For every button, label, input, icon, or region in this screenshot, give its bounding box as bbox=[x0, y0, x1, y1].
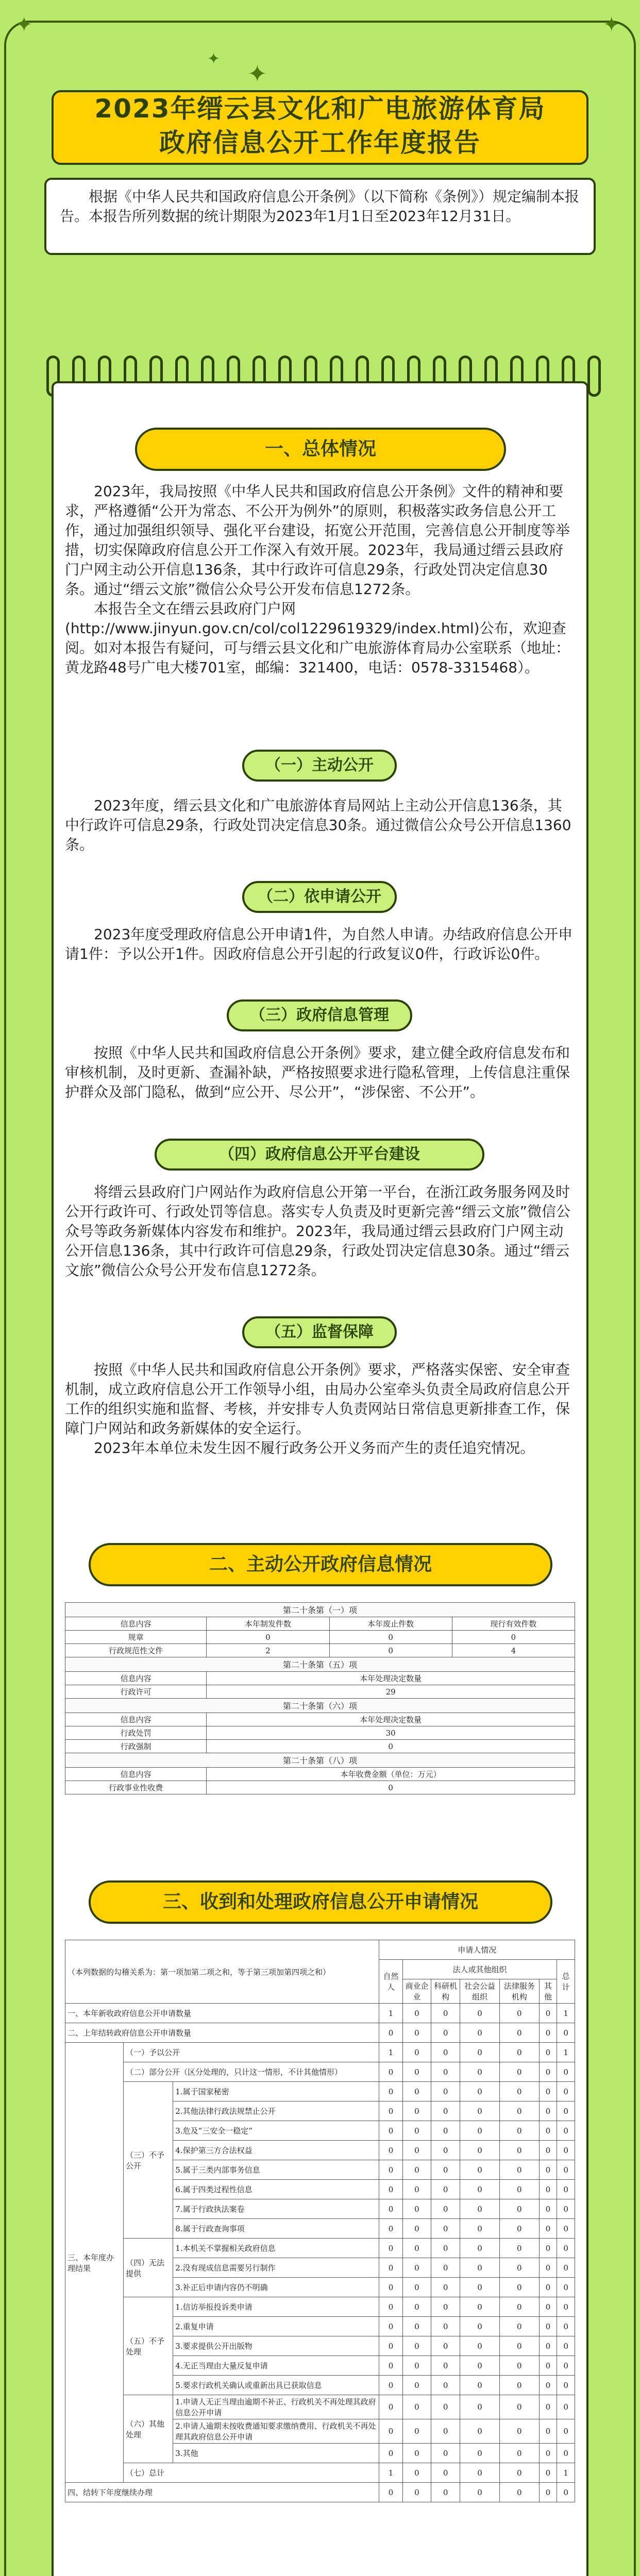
proactive-disclosure-table bbox=[65, 1602, 575, 1794]
table-cell: 0 bbox=[460, 2219, 500, 2239]
section-1-body bbox=[65, 482, 575, 677]
table-cell: 0 bbox=[431, 2004, 460, 2023]
table-cell: 0 bbox=[557, 2219, 575, 2239]
table-cell: 0 bbox=[460, 2160, 500, 2180]
table-group-label: （六）其他处理 bbox=[124, 2395, 173, 2463]
table-cell: 0 bbox=[460, 2023, 500, 2043]
table-cell: 1 bbox=[557, 2004, 575, 2023]
table-cell: 0 bbox=[557, 2356, 575, 2376]
table-cell: 0 bbox=[379, 2297, 402, 2317]
table-row bbox=[65, 2004, 575, 2023]
table-cell: 0 bbox=[379, 2483, 402, 2502]
table-cell: 0 bbox=[379, 2023, 402, 2043]
table-cell: 2 bbox=[207, 1644, 329, 1657]
table-cell: 0 bbox=[557, 2180, 575, 2199]
table-cell: 0 bbox=[402, 2258, 431, 2278]
table-cell: 0 bbox=[460, 2463, 500, 2483]
table-cell: 0 bbox=[460, 2199, 500, 2219]
sparkle-icon: ✦ bbox=[15, 13, 33, 37]
table-cell: 2.其他法律行政法规禁止公开 bbox=[173, 2102, 379, 2121]
table-cell: 0 bbox=[557, 2239, 575, 2258]
table-cell: 0 bbox=[499, 2395, 539, 2419]
table-row bbox=[65, 2239, 575, 2258]
table-cell: 0 bbox=[402, 2278, 431, 2297]
table-cell: 0 bbox=[431, 2278, 460, 2297]
table-row bbox=[65, 2023, 575, 2043]
table-cell: 0 bbox=[402, 2376, 431, 2395]
table-cell: 0 bbox=[431, 2336, 460, 2356]
table-cell: 0 bbox=[460, 2043, 500, 2062]
table-header: 信息内容 bbox=[65, 1713, 207, 1726]
table-row bbox=[65, 2297, 575, 2317]
page-title bbox=[72, 92, 568, 160]
table-header: 本年制发件数 bbox=[207, 1617, 329, 1631]
table-cell: 0 bbox=[539, 2356, 557, 2376]
table-cell: 0 bbox=[539, 2239, 557, 2258]
table-cell: 行政规范性文件 bbox=[65, 1644, 207, 1657]
table-cell: 四、结转下年度继续办理 bbox=[65, 2483, 379, 2502]
table-cell: 0 bbox=[329, 1631, 452, 1644]
sparkle-icon: ✦ bbox=[207, 50, 221, 68]
table-header: 总计 bbox=[557, 1960, 575, 2004]
table-cell: 0 bbox=[499, 2258, 539, 2278]
sub-1-body bbox=[65, 796, 575, 855]
table-cell: 3.其他 bbox=[173, 2444, 379, 2463]
paragraph: 本报告全文在缙云县政府门户网(http://www.jinyun.gov.cn/col/col1229619329/index.html)公布，欢迎查阅。如对本报告有疑问，可与缙云县文化和广电旅游体育局办公室联系（地址：黄龙路48号广电大楼701室，邮编：321400，电话：0578-3315468）。 bbox=[65, 600, 570, 676]
table-cell: 0 bbox=[379, 2376, 402, 2395]
table-cell: 0 bbox=[557, 2419, 575, 2444]
table-cell: 4.保护第三方合法权益 bbox=[173, 2141, 379, 2160]
table-cell: 0 bbox=[539, 2376, 557, 2395]
table-cell: 0 bbox=[460, 2121, 500, 2141]
table-cell: 0 bbox=[379, 2395, 402, 2419]
table-row bbox=[65, 1781, 575, 1794]
table-cell: 0 bbox=[499, 2082, 539, 2102]
table-cell: 0 bbox=[207, 1781, 575, 1794]
table-cell: 0 bbox=[431, 2419, 460, 2444]
table-cell: 0 bbox=[452, 1631, 575, 1644]
table-cell: 0 bbox=[460, 2297, 500, 2317]
table-cell: 0 bbox=[460, 2258, 500, 2278]
sub-5-body bbox=[65, 1360, 575, 1458]
table-cell: 0 bbox=[402, 2395, 431, 2419]
table-cell: 0 bbox=[402, 2102, 431, 2121]
table-cell: 0 bbox=[557, 2141, 575, 2160]
paragraph: 将缙云县政府门户网站作为政府信息公开第一平台，在浙江政务服务网及时公开行政许可、行政处罚等信息。落实专人负责及时更新完善“缙云文旅”微信公众号等政务新媒体内容发布和维护。2023年，我局通过缙云县政府门户网主动公开信息136条，其中行政许可信息29条，行政处罚决定信息30条。通过“缙云文旅”微信公众号公开发布信息1272条。 bbox=[65, 1183, 571, 1279]
table-cell: 0 bbox=[460, 2376, 500, 2395]
table-cell: 0 bbox=[539, 2199, 557, 2219]
table-cell: 0 bbox=[539, 2336, 557, 2356]
table-cell: 0 bbox=[539, 2278, 557, 2297]
table-group-label: （四）无法提供 bbox=[124, 2239, 173, 2297]
table-cell: 0 bbox=[431, 2121, 460, 2141]
table-group-label: 三、本年度办理结果 bbox=[65, 2043, 124, 2483]
sub-heading: （五）监督保障 bbox=[242, 1316, 397, 1348]
table-cell: （七）总计 bbox=[124, 2463, 379, 2483]
table-cell: 0 bbox=[499, 2278, 539, 2297]
table-cell: 4.无正当理由大量反复申请 bbox=[173, 2356, 379, 2376]
table-header: 本年收费金额（单位：万元） bbox=[207, 1768, 575, 1781]
table-cell: 0 bbox=[499, 2483, 539, 2502]
sub-3-body bbox=[65, 1043, 575, 1102]
sparkle-icon: ✦ bbox=[603, 13, 620, 37]
table-header: 科研机构 bbox=[431, 1979, 460, 2004]
table-cell: 30 bbox=[207, 1726, 575, 1740]
table-cell: 0 bbox=[431, 2023, 460, 2043]
table-cell: （二）部分公开（区分处理的，只计这一情形，不计其他情形） bbox=[124, 2062, 379, 2082]
paragraph: 2023年度，缙云县文化和广电旅游体育局网站上主动公开信息136条，其中行政许可信息29条，行政处罚决定信息30条。通过微信公众号公开信息1360条。 bbox=[65, 797, 571, 853]
table-cell: 0 bbox=[431, 2141, 460, 2160]
table-cell: 0 bbox=[402, 2336, 431, 2356]
table-cell: 0 bbox=[402, 2297, 431, 2317]
table-cell: 0 bbox=[431, 2062, 460, 2082]
table-cell: 0 bbox=[402, 2219, 431, 2239]
table-caption: 第二十条第（六）项 bbox=[65, 1699, 575, 1713]
table-cell: 0 bbox=[402, 2043, 431, 2062]
table-cell: 2.申请人逾期未按收费通知要求缴纳费用、行政机关不再处理其政府信息公开申请 bbox=[173, 2419, 379, 2444]
intro-box bbox=[44, 178, 596, 255]
paragraph: 2023年度受理政府信息公开申请1件，为自然人申请。办结政府信息公开申请1件：予以公开1件。因政府信息公开引起的行政复议0件，行政诉讼0件。 bbox=[65, 926, 573, 962]
table-cell: 1.属于国家秘密 bbox=[173, 2082, 379, 2102]
table-cell: 3.危及“三安全一稳定” bbox=[173, 2121, 379, 2141]
table-cell: 0 bbox=[402, 2419, 431, 2444]
table-cell: 0 bbox=[431, 2376, 460, 2395]
table-cell: （一）予以公开 bbox=[124, 2043, 379, 2062]
table-cell: 0 bbox=[402, 2180, 431, 2199]
table-cell: 0 bbox=[402, 2199, 431, 2219]
table-cell: 0 bbox=[499, 2356, 539, 2376]
table-cell: 0 bbox=[557, 2160, 575, 2180]
table-cell: 0 bbox=[539, 2121, 557, 2141]
table-cell: 8.属于行政查询事项 bbox=[173, 2219, 379, 2239]
table-cell: 0 bbox=[460, 2102, 500, 2121]
table-header: 信息内容 bbox=[65, 1617, 207, 1631]
table-row bbox=[65, 1685, 575, 1699]
table-cell: 0 bbox=[539, 2023, 557, 2043]
table-cell: 0 bbox=[402, 2317, 431, 2336]
table-cell: 0 bbox=[539, 2043, 557, 2062]
table-cell: 0 bbox=[379, 2180, 402, 2199]
section-heading: 三、收到和处理政府信息公开申请情况 bbox=[89, 1880, 552, 1924]
table-cell: 0 bbox=[207, 1631, 329, 1644]
table-cell: 0 bbox=[431, 2043, 460, 2062]
table-cell: 0 bbox=[379, 2278, 402, 2297]
table-cell: 0 bbox=[379, 2258, 402, 2278]
table-header: 信息内容 bbox=[65, 1672, 207, 1685]
table-cell: 0 bbox=[557, 2199, 575, 2219]
table-cell: 1 bbox=[557, 2043, 575, 2062]
table-cell: 0 bbox=[460, 2082, 500, 2102]
table-cell: 0 bbox=[207, 1740, 575, 1753]
sub-heading: （二）依申请公开 bbox=[242, 881, 397, 913]
table-cell: 0 bbox=[539, 2297, 557, 2317]
table-cell: 0 bbox=[402, 2444, 431, 2463]
table-cell: 0 bbox=[379, 2336, 402, 2356]
table-cell: 0 bbox=[460, 2356, 500, 2376]
table-cell: 0 bbox=[379, 2102, 402, 2121]
table-row bbox=[65, 2395, 575, 2419]
table-cell: 行政处罚 bbox=[65, 1726, 207, 1740]
table-cell: 0 bbox=[557, 2444, 575, 2463]
table-cell: 0 bbox=[431, 2160, 460, 2180]
table-cell: 0 bbox=[499, 2297, 539, 2317]
table-row bbox=[65, 2082, 575, 2102]
table-cell: 0 bbox=[379, 2219, 402, 2239]
table-cell: 0 bbox=[402, 2121, 431, 2141]
table-cell: 0 bbox=[431, 2102, 460, 2121]
table-cell: 0 bbox=[329, 1644, 452, 1657]
table-cell: 3.补正后申请内容仍不明确 bbox=[173, 2278, 379, 2297]
table-cell: 0 bbox=[431, 2258, 460, 2278]
table-cell: 0 bbox=[431, 2199, 460, 2219]
table-cell: 0 bbox=[431, 2317, 460, 2336]
table-corner-note: （本列数据的勾稽关系为：第一项加第二项之和，等于第三项加第四项之和） bbox=[65, 1940, 379, 2004]
table-cell: 0 bbox=[499, 2141, 539, 2160]
table-header: 本年处理决定数量 bbox=[207, 1672, 575, 1685]
intro-text: 根据《中华人民共和国政府信息公开条例》（以下简称《条例》）规定编制本报告。本报告所列数据的统计期限为2023年1月1日至2023年12月31日。 bbox=[60, 188, 580, 225]
table-cell: 0 bbox=[402, 2004, 431, 2023]
table-cell: 0 bbox=[557, 2102, 575, 2121]
table-cell: 4 bbox=[452, 1644, 575, 1657]
table-cell: 0 bbox=[402, 2141, 431, 2160]
table-cell: 0 bbox=[499, 2444, 539, 2463]
title-line-1: 2023年缙云县文化和广电旅游体育局 bbox=[94, 94, 546, 124]
table-header: 社会公益组织 bbox=[460, 1979, 500, 2004]
table-cell: 0 bbox=[431, 2463, 460, 2483]
table-cell: 0 bbox=[431, 2444, 460, 2463]
table-row bbox=[65, 2483, 575, 2502]
table-cell: 2.重复申请 bbox=[173, 2317, 379, 2336]
table-cell: 0 bbox=[499, 2376, 539, 2395]
table-cell: 0 bbox=[402, 2023, 431, 2043]
table-cell: 0 bbox=[557, 2062, 575, 2082]
table-cell: 0 bbox=[460, 2317, 500, 2336]
table-cell: 0 bbox=[557, 2082, 575, 2102]
table-cell: 0 bbox=[557, 2121, 575, 2141]
table-cell: 二、上年结转政府信息公开申请数量 bbox=[65, 2023, 379, 2043]
table-cell: 0 bbox=[557, 2483, 575, 2502]
table-caption: 第二十条第（八）项 bbox=[65, 1753, 575, 1768]
table-cell: 0 bbox=[402, 2463, 431, 2483]
binding-ring bbox=[587, 355, 601, 397]
table-cell: 0 bbox=[402, 2082, 431, 2102]
table-cell: 0 bbox=[539, 2082, 557, 2102]
title-line-2: 政府信息公开工作年度报告 bbox=[159, 128, 481, 158]
table-row bbox=[65, 2043, 575, 2062]
table-cell: 1 bbox=[557, 2463, 575, 2483]
table-cell: 0 bbox=[379, 2121, 402, 2141]
table-row bbox=[65, 2062, 575, 2082]
table-cell: 0 bbox=[557, 2336, 575, 2356]
table-cell: 0 bbox=[460, 2180, 500, 2199]
table-cell: 0 bbox=[499, 2317, 539, 2336]
table-cell: 0 bbox=[379, 2317, 402, 2336]
table-cell: 0 bbox=[460, 2239, 500, 2258]
sub-2-body bbox=[65, 925, 575, 964]
table-cell: 0 bbox=[539, 2219, 557, 2239]
table-cell: 0 bbox=[499, 2199, 539, 2219]
application-table bbox=[65, 1940, 575, 2502]
table-cell: 0 bbox=[539, 2004, 557, 2023]
section-heading: 一、总体情况 bbox=[135, 428, 506, 471]
table-cell: 0 bbox=[431, 2395, 460, 2419]
table-cell: 2.没有现成信息需要另行制作 bbox=[173, 2258, 379, 2278]
table-cell: 0 bbox=[539, 2395, 557, 2419]
table-cell: 1.本机关不掌握相关政府信息 bbox=[173, 2239, 379, 2258]
sub-heading: （四）政府信息公开平台建设 bbox=[155, 1139, 484, 1171]
paragraph: 2023年本单位未发生因不履行政务公开义务而产生的责任追究情况。 bbox=[94, 1439, 535, 1456]
table-cell: 0 bbox=[379, 2444, 402, 2463]
table-cell: 0 bbox=[379, 2199, 402, 2219]
table-cell: 0 bbox=[379, 2419, 402, 2444]
table-cell: 5.属于三类内部事务信息 bbox=[173, 2160, 379, 2180]
table-cell: 1.申请人无正当理由逾期不补正、行政机关不再处理其政府信息公开申请 bbox=[173, 2395, 379, 2419]
table-cell: 0 bbox=[557, 2317, 575, 2336]
table-cell: 0 bbox=[539, 2483, 557, 2502]
table-cell: 0 bbox=[499, 2336, 539, 2356]
table-cell: 5.要求行政机关确认或重新出具已获取信息 bbox=[173, 2376, 379, 2395]
table-cell: 0 bbox=[431, 2180, 460, 2199]
table-cell: 0 bbox=[539, 2180, 557, 2199]
table-cell: 0 bbox=[499, 2102, 539, 2121]
table-cell: 0 bbox=[499, 2180, 539, 2199]
table-group-label: （五）不予处理 bbox=[124, 2297, 173, 2395]
table-cell: 0 bbox=[557, 2278, 575, 2297]
table-cell: 一、本年新收政府信息公开申请数量 bbox=[65, 2004, 379, 2023]
table-cell: 1 bbox=[379, 2463, 402, 2483]
table-cell: 0 bbox=[431, 2082, 460, 2102]
table-row bbox=[65, 1740, 575, 1753]
table-cell: 0 bbox=[539, 2463, 557, 2483]
table-cell: 3.要求提供公开出版物 bbox=[173, 2336, 379, 2356]
table-cell: 0 bbox=[460, 2004, 500, 2023]
paragraph: 2023年，我局按照《中华人民共和国政府信息公开条例》文件的精神和要求，严格遵循“公开为常态、不公开为例外”的原则，积极落实政务信息公开工作，通过加强组织领导、强化平台建设，拓宽公开范围，完善信息公开制度等举措，切实保障政府信息公开工作深入有效开展。2023年，我局通过缙云县政府门户网主动公开信息136条，其中行政许可信息29条，行政处罚决定信息30条。通过“缙云文旅”微信公众号公开发布信息1272条。 bbox=[65, 483, 570, 598]
table-header: 商业企业 bbox=[402, 1979, 431, 2004]
table-header: 本年废止件数 bbox=[329, 1617, 452, 1631]
table-header: 自然人 bbox=[379, 1960, 402, 2004]
table-cell: 0 bbox=[539, 2419, 557, 2444]
table-cell: 0 bbox=[431, 2297, 460, 2317]
table-cell: 0 bbox=[557, 2023, 575, 2043]
table-cell: 29 bbox=[207, 1685, 575, 1699]
table-cell: 0 bbox=[460, 2444, 500, 2463]
table-cell: 0 bbox=[499, 2004, 539, 2023]
table-cell: 规章 bbox=[65, 1631, 207, 1644]
table-cell: 0 bbox=[460, 2062, 500, 2082]
sub-heading: （三）政府信息管理 bbox=[227, 999, 412, 1031]
table-cell: 1.信访举报投诉类申请 bbox=[173, 2297, 379, 2317]
table-cell: 0 bbox=[402, 2356, 431, 2376]
table-cell: 0 bbox=[460, 2483, 500, 2502]
table-header: 申请人情况 bbox=[379, 1940, 575, 1960]
table-cell: 0 bbox=[402, 2160, 431, 2180]
table-cell: 0 bbox=[499, 2419, 539, 2444]
table-row bbox=[65, 1726, 575, 1740]
table-cell: 0 bbox=[460, 2419, 500, 2444]
table-cell: 0 bbox=[499, 2463, 539, 2483]
table-header: 法人或其他组织 bbox=[402, 1960, 557, 1979]
table-caption: 第二十条第（五）项 bbox=[65, 1657, 575, 1672]
table-cell: 0 bbox=[379, 2239, 402, 2258]
table-cell: 0 bbox=[379, 2082, 402, 2102]
table-cell: 0 bbox=[431, 2219, 460, 2239]
table-header: 信息内容 bbox=[65, 1768, 207, 1781]
table-cell: 7.属于行政执法案卷 bbox=[173, 2199, 379, 2219]
table-group-label: （三）不予公开 bbox=[124, 2082, 173, 2239]
table-cell: 0 bbox=[460, 2141, 500, 2160]
table-row bbox=[65, 1631, 575, 1644]
table-cell: 0 bbox=[539, 2160, 557, 2180]
table-cell: 0 bbox=[431, 2483, 460, 2502]
table-cell: 6.属于四类过程性信息 bbox=[173, 2180, 379, 2199]
table-cell: 0 bbox=[557, 2395, 575, 2419]
table-cell: 0 bbox=[539, 2141, 557, 2160]
table-cell: 0 bbox=[379, 2141, 402, 2160]
table-caption: 第二十条第（一）项 bbox=[65, 1603, 575, 1617]
table-cell: 0 bbox=[431, 2239, 460, 2258]
table-cell: 0 bbox=[402, 2062, 431, 2082]
table-cell: 0 bbox=[539, 2444, 557, 2463]
table-cell: 0 bbox=[499, 2043, 539, 2062]
sparkle-icon: ✦ bbox=[247, 60, 267, 88]
paragraph: 按照《中华人民共和国政府信息公开条例》要求，建立健全政府信息发布和审核机制，及时更新、查漏补缺，严格按照要求进行隐私管理，上传信息注重保护群众及部门隐私，做到“应公开、尽公开”，“涉保密、不公开”。 bbox=[65, 1044, 570, 1100]
table-cell: 行政强制 bbox=[65, 1740, 207, 1753]
table-cell: 0 bbox=[539, 2258, 557, 2278]
table-cell: 0 bbox=[460, 2395, 500, 2419]
table-cell: 0 bbox=[499, 2062, 539, 2082]
table-cell: 0 bbox=[499, 2219, 539, 2239]
table-header: 现行有效件数 bbox=[452, 1617, 575, 1631]
table-row bbox=[65, 1644, 575, 1657]
table-cell: 1 bbox=[379, 2043, 402, 2062]
table-cell: 0 bbox=[460, 2336, 500, 2356]
table-cell: 0 bbox=[539, 2317, 557, 2336]
table-header: 其他 bbox=[539, 1979, 557, 2004]
table-row bbox=[65, 2463, 575, 2483]
table-cell: 0 bbox=[539, 2062, 557, 2082]
paragraph: 按照《中华人民共和国政府信息公开条例》要求，严格落实保密、安全审查机制，成立政府信息公开工作领导小组，由局办公室牵头负责全局政府信息公开工作的组织实施和监督、考核，并安排专人负责网站日常信息更新排查工作，保障门户网站和政务新媒体的安全运行。 bbox=[65, 1361, 570, 1437]
table-cell: 0 bbox=[460, 2278, 500, 2297]
table-cell: 行政许可 bbox=[65, 1685, 207, 1699]
sub-heading: （一）主动公开 bbox=[242, 750, 397, 782]
table-cell: 0 bbox=[379, 2062, 402, 2082]
table-cell: 0 bbox=[402, 2239, 431, 2258]
table-cell: 0 bbox=[499, 2160, 539, 2180]
table-cell: 0 bbox=[379, 2356, 402, 2376]
table-cell: 0 bbox=[379, 2160, 402, 2180]
table-cell: 0 bbox=[499, 2023, 539, 2043]
table-cell: 0 bbox=[557, 2258, 575, 2278]
table-cell: 0 bbox=[557, 2297, 575, 2317]
table-cell: 0 bbox=[499, 2121, 539, 2141]
table-cell: 0 bbox=[499, 2239, 539, 2258]
table-cell: 行政事业性收费 bbox=[65, 1781, 207, 1794]
table-cell: 0 bbox=[402, 2483, 431, 2502]
table-header: 法律服务机构 bbox=[499, 1979, 539, 2004]
sub-4-body bbox=[65, 1182, 575, 1280]
table-cell: 0 bbox=[557, 2376, 575, 2395]
table-cell: 1 bbox=[379, 2004, 402, 2023]
table-header: 本年处理决定数量 bbox=[207, 1713, 575, 1726]
section-heading: 二、主动公开政府信息情况 bbox=[89, 1543, 552, 1586]
table-cell: 0 bbox=[539, 2102, 557, 2121]
table-cell: 0 bbox=[431, 2356, 460, 2376]
